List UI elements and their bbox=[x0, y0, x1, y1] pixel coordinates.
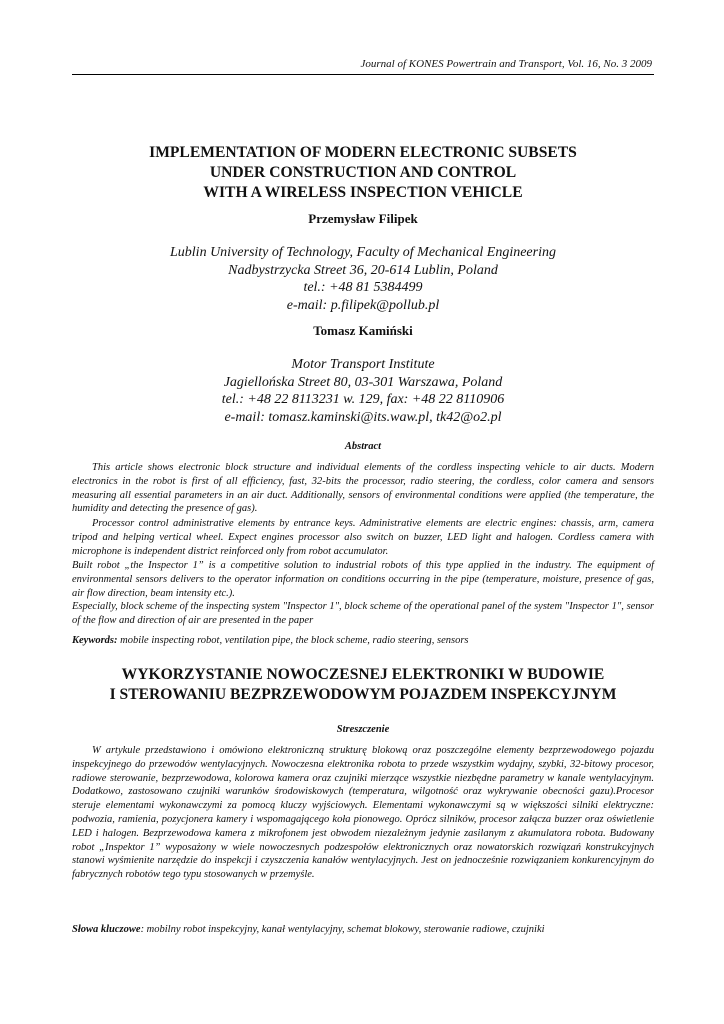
journal-header: Journal of KONES Powertrain and Transport, Vol. 16, No. 3 2009 bbox=[360, 58, 652, 70]
abstract-paragraph: This article shows electronic block structure and individual elements of the cordless inspecting vehicle to air ducts. Modern electronics in the robot is first of all efficiency, fast, 32-bits the processor, radio steering, the cordless, color camera and sensors measuring all essential parameters in an air duct. Additionally, sensors of environmental conditions were applied (the temperature, the humidity and detecting the presence of gas). bbox=[72, 462, 654, 515]
title-line: WYKORZYSTANIE NOWOCZESNEJ ELEKTRONIKI W BUDOWIE bbox=[121, 666, 605, 683]
affiliation-line: tel.: +48 81 5384499 bbox=[303, 280, 423, 295]
abstract-paragraph: Especially, block scheme of the inspecting system "Inspector 1", block scheme of the operational panel of the system "Inspector 1", sensor of the flow and direction of air are presented in the paper bbox=[72, 601, 654, 626]
header-rule bbox=[72, 74, 654, 75]
abstract-heading: Abstract bbox=[344, 441, 382, 452]
author-affiliation bbox=[72, 356, 654, 426]
keywords bbox=[72, 635, 654, 646]
abstract-paragraph: Built robot „the Inspector 1” is a competitive solution to industrial robots of this type applied in the industry. The equipment of environmental sensors delivers to the operator information on conditions occurring in the pipe (temperature, moisture, presence of gas, air flow direction, beam intensity etc.). bbox=[72, 560, 654, 599]
abstract-paragraph: Processor control administrative elements by entrance keys. Administrative elements are electric engines: chassis, arm, camera tripod and helping vertical wheel. Expect engines processor also switch on buzzer, LED light and halogen. Cordless camera with microphone is independent district reinforced only from robot accumulator. bbox=[72, 518, 654, 557]
author-name: Przemysław Filipek bbox=[308, 211, 418, 226]
title-line: UNDER CONSTRUCTION AND CONTROL bbox=[209, 164, 517, 181]
title-line: WITH A WIRELESS INSPECTION VEHICLE bbox=[203, 184, 523, 201]
author-affiliation bbox=[72, 244, 654, 314]
affiliation-line: e-mail: tomasz.kaminski@its.waw.pl, tk42@o2.pl bbox=[224, 409, 502, 425]
polish-title bbox=[72, 665, 654, 705]
streszczenie-heading: Streszczenie bbox=[336, 724, 390, 735]
slowa-kluczowe bbox=[72, 924, 654, 935]
affiliation-line: Nadbystrzycka Street 36, 20-614 Lublin, Poland bbox=[228, 262, 498, 278]
slowa-kluczowe-text: : mobilny robot inspekcyjny, kanał wentylacyjny, schemat blokowy, sterowanie radiowe, czujniki bbox=[140, 924, 545, 935]
affiliation-line: Motor Transport Institute bbox=[291, 357, 435, 372]
streszczenie-paragraph: W artykule przedstawiono i omówiono elektroniczną strukturę blokową oraz poszczególne elementy bezprzewodowego pojazdu inspekcyjnego do przewodów wentylacyjnych. Nowoczesna elektronika robota to przede wszystkim wydajny, szybki, 32-bitowy procesor, radiowe sterowanie, bezprzewodowa, kolorowa kamera oraz czujniki mierzące wszystkie niezbędne parametry w kanale wentylacyjnym. Dodatkowo, zastosowano czujniki warunków środowiskowych (temperatura, wilgotność oraz wykrywanie obecności gazu).Procesor steruje elementami wykonawczymi za pomocą kluczy wyjściowych. Elementami wykonawczymi są w większości silniki elektryczne: podwozia, ramienia, pozycjonera kamery i wspomagającego koła pionowego. Oprócz silników, procesor załącza buzzer oraz oświetlenie LED i halogen. Bezprzewodowa kamera z mikrofonem jest obwodem niezależnym jedynie zasilanym z akumulatora robota. Budowany robot „Inspektor 1” wyposażony w wiele nowoczesnych podzespołów elektronicznych oraz nowatorskich rozwiązań konstrukcyjnych stanowi wyśmienite narzędzie do inspekcji i czyszczenia kanałów wentylacyjnych. Jest on jednocześnie rozwiązaniem konkurencyjnym do fabrycznych robotów tego typu stosowanych w przemyśle. bbox=[72, 745, 654, 881]
title-line: IMPLEMENTATION OF MODERN ELECTRONIC SUBSETS bbox=[149, 144, 577, 161]
affiliation-line: tel.: +48 22 8113231 w. 129, fax: +48 22 8110906 bbox=[221, 392, 505, 407]
keywords-text: mobile inspecting robot, ventilation pipe, the block scheme, radio steering, sensors bbox=[120, 635, 469, 646]
paper-title bbox=[72, 143, 654, 203]
affiliation-line: Jagiellońska Street 80, 03-301 Warszawa, Poland bbox=[223, 374, 503, 390]
affiliation-line: e-mail: p.filipek@pollub.pl bbox=[286, 297, 440, 313]
title-line: I STEROWANIU BEZPRZEWODOWYM POJAZDEM INSPEKCYJNYM bbox=[109, 686, 617, 703]
keywords-label: Keywords: bbox=[72, 635, 118, 646]
affiliation-line: Lublin University of Technology, Faculty of Mechanical Engineering bbox=[170, 245, 556, 260]
author-name: Tomasz Kamiński bbox=[313, 323, 413, 338]
slowa-kluczowe-label: Słowa kluczowe bbox=[72, 924, 141, 935]
